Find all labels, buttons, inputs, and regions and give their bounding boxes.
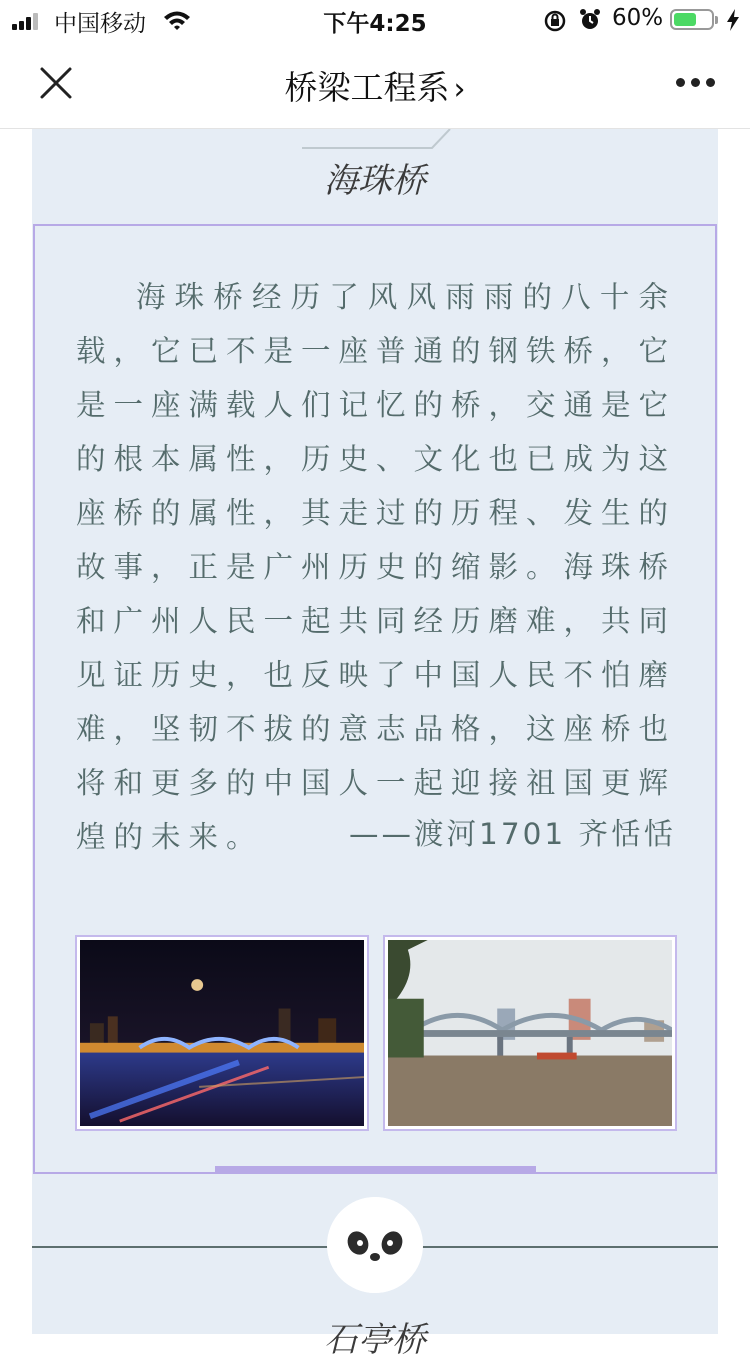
nav-title-text: 桥梁工程系 <box>284 68 450 107</box>
photo-day-bridge[interactable] <box>383 935 677 1131</box>
chevron-right-icon: › <box>453 72 466 107</box>
panda-icon <box>327 1197 423 1293</box>
charging-bolt-icon <box>726 9 740 31</box>
card-accent-bar <box>215 1166 536 1173</box>
alarm-icon <box>578 8 602 32</box>
article-card <box>33 224 717 1174</box>
nav-title[interactable] <box>0 62 750 109</box>
title-decoration <box>302 129 462 149</box>
carrier-label: 中国移动 <box>54 11 146 37</box>
article-paragraph: 海珠桥经历了风风雨雨的八十余载，它已不是一座普通的钢铁桥，它是一座满载人们记忆的桥，交通是它的根本属性，历史、文化也已成为这座桥的属性，其走过的历程、发生的故事，正是广州历史的缩影。海珠桥和广州人民一起共同经历磨难，共同见证历史，也反映了中国人民不怕磨难，坚韧不拔的意志品格，这座桥也将和更多的中国人一起迎接祖国更辉煌的未来。 <box>76 280 677 854</box>
nav-bar <box>0 40 750 129</box>
section-title-next: 石亭桥 <box>324 1320 426 1360</box>
battery-icon <box>670 9 714 30</box>
status-time: 下午4:25 <box>323 11 427 37</box>
section-title: 海珠桥 <box>324 161 426 201</box>
photo-night-bridge[interactable] <box>75 935 369 1131</box>
article-signature: ——渡河1701 齐恬恬 <box>349 817 676 851</box>
battery-percent: 60% <box>612 5 664 31</box>
more-icon[interactable] <box>676 78 716 88</box>
status-bar <box>0 0 750 40</box>
orientation-lock-icon <box>543 9 567 33</box>
